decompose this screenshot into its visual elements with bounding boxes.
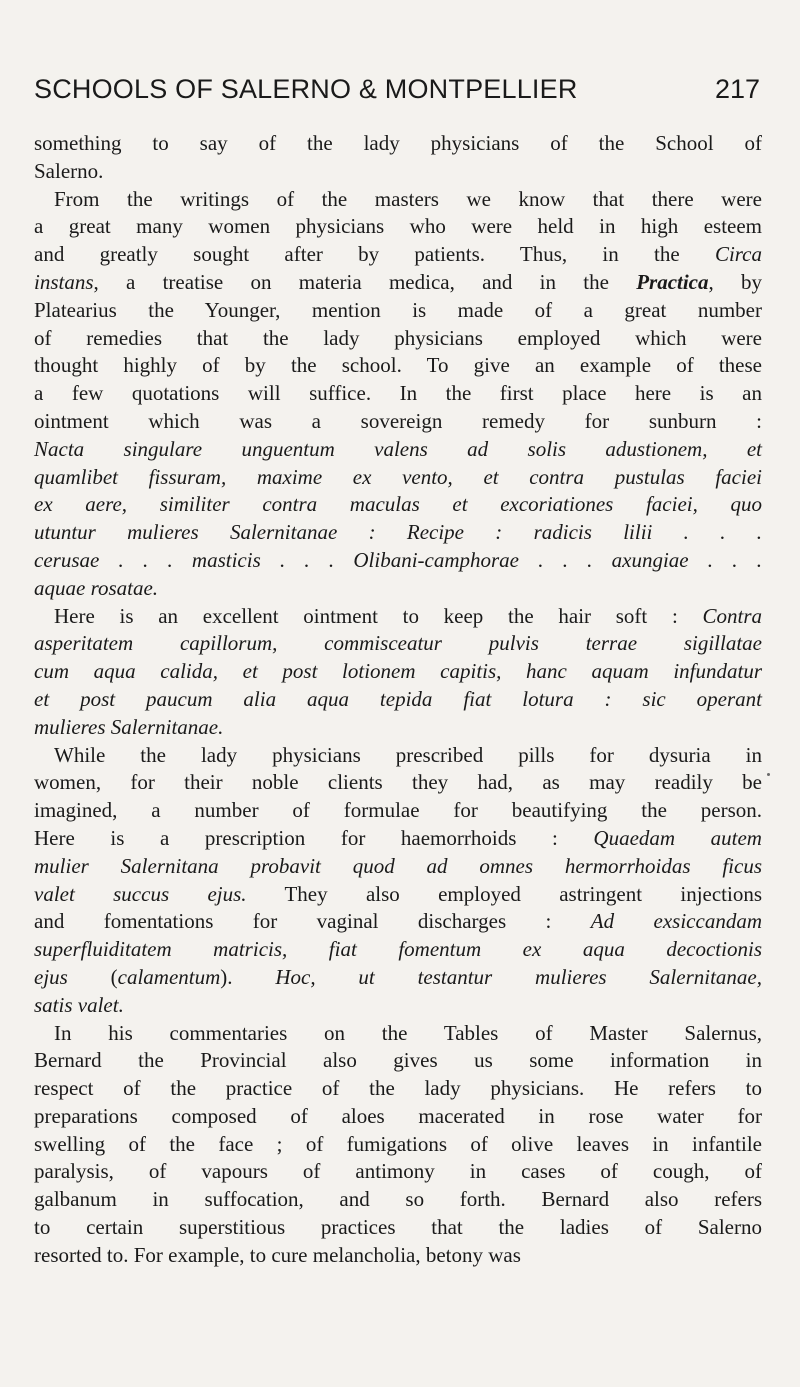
text-run: and fomentations for vaginal discharges : [34,909,591,934]
text-line [34,1158,762,1186]
text-run: Practica [636,269,709,294]
text-run: superfluiditatem matricis, fiat fomentum ex aqua decoctionis [34,937,762,962]
text-line [34,1103,762,1131]
text-line [34,352,762,380]
text-line [34,408,762,436]
text-run: cum aqua calida, et post lotionem capitis, hanc aquam infundatur [34,659,762,684]
text-run: ( [67,964,118,989]
text-line [34,1020,762,1048]
text-line [34,130,762,158]
page-number: 217 [714,74,760,104]
text-line [34,936,762,964]
text-run: ex aere, similiter contra maculas et excoriationes faciei, quo [34,492,762,517]
text-run: a great many women physicians who were held in high esteem [34,214,762,239]
text-run: asperitatem capillorum, commisceatur pulvis terrae sigillatae [34,631,762,656]
text-run: Bernard the Provincial also gives us some information in [34,1048,762,1073]
text-run: imagined, a number of formulae for beautifying the person. [34,798,762,823]
text-run: women, for their noble clients they had, as may readily be [34,770,762,795]
text-run: valet succus ejus. [34,881,247,906]
text-line [34,436,762,464]
text-line [34,769,762,797]
text-run: , by [708,269,763,294]
text-line [34,297,762,325]
text-run: respect of the practice of the lady physicians. He refers to [34,1076,762,1101]
text-line [34,686,762,714]
text-line [34,1214,762,1242]
text-run: instans [34,269,94,294]
text-run: resorted to. For example, to cure melancholia, betony was [34,1242,521,1267]
text-line [34,797,762,825]
text-run: Here is a prescription for haemorrhoids : [34,825,594,850]
text-run: utuntur mulieres Salernitanae : Recipe : radicis lilii . . . [34,520,762,545]
text-run: They also employed astringent injections [246,881,763,906]
text-line [34,519,762,547]
text-run: of remedies that the lady physicians employed which were [34,325,762,350]
text-run: While the lady physicians prescribed pills for dysuria in [54,742,762,767]
text-run: From the writings of the masters we know that there were [54,186,762,211]
text-run: a few quotations will suffice. In the first place here is an [34,381,762,406]
text-run: quamlibet fissuram, maxime ex vento, et contra pustulas faciei [34,464,762,489]
text-line [34,547,762,575]
text-line [34,881,762,909]
text-line [34,213,762,241]
text-line [34,630,762,658]
text-line [34,742,762,770]
running-title: SCHOOLS OF SALERNO & MONTPELLIER [34,74,578,104]
text-run: In his commentaries on the Tables of Master Salernus, [54,1020,762,1045]
text-line [34,908,762,936]
text-line [34,714,762,742]
text-run: mulier Salernitana probavit quod ad omnes hermorrhoidas ficus [34,853,762,878]
text-run: paralysis, of vapours of antimony in cases of cough, of [34,1159,762,1184]
text-run: Salerno. [34,158,104,183]
text-line [34,1242,762,1270]
text-line [34,658,762,686]
text-line [34,186,762,214]
text-line [34,491,762,519]
text-run: Quaedam autem [593,825,762,850]
text-line [34,964,762,992]
text-line [34,269,762,297]
running-head [34,74,760,114]
text-run: mulieres Salernitanae. [34,714,224,739]
text-line [34,380,762,408]
text-line [34,1131,762,1159]
text-run: Here is an excellent ointment to keep the hair soft : [54,603,703,628]
text-run: Ad exsiccandam [590,909,762,934]
text-line [34,1047,762,1075]
text-line [34,325,762,353]
text-run: Nacta singulare unguentum valens ad solis adustionem, et [34,436,762,461]
text-line [34,603,762,631]
text-run: to certain superstitious practices that the ladies of Salerno [34,1215,762,1240]
text-run: satis valet. [34,992,124,1017]
text-run: swelling of the face ; of fumigations of olive leaves in infantile [34,1131,762,1156]
text-run: Circa [714,242,762,267]
text-line [34,575,762,603]
text-run: , a treatise on materia medica, and in the [93,269,637,294]
text-run: Hoc, ut testantur mulieres Salernitanae, [275,964,762,989]
text-line [34,992,762,1020]
text-run: cerusae . . . masticis . . . Olibani-camphorae . . . axungiae . . . [34,547,762,572]
text-line [34,158,762,186]
text-run: and greatly sought after by patients. Thus, in the [34,242,715,267]
text-run-bold [636,270,708,294]
text-line [34,853,762,881]
text-run: ). [220,964,276,989]
text-run: calamentum [117,964,221,989]
text-run: galbanum in suffocation, and so forth. Bernard also refers [34,1187,762,1212]
text-run: ointment which was a sovereign remedy for sunburn : [34,408,762,433]
body-text [34,130,762,1270]
text-run: thought highly of by the school. To give an example of these [34,353,762,378]
text-run: preparations composed of aloes macerated in rose water for [34,1103,762,1128]
text-line [34,241,762,269]
text-line [34,825,762,853]
text-run: Platearius the Younger, mention is made of a great number [34,297,762,322]
text-line [34,464,762,492]
text-run: something to say of the lady physicians of the School of [34,131,762,155]
text-line [34,1186,762,1214]
text-run: Contra [702,603,762,628]
text-run: et post paucum alia aqua tepida fiat lotura : sic operant [34,686,762,711]
text-run: aquae rosatae. [34,575,159,600]
text-line [34,1075,762,1103]
text-run: ejus [34,964,68,989]
print-speck [767,773,770,776]
